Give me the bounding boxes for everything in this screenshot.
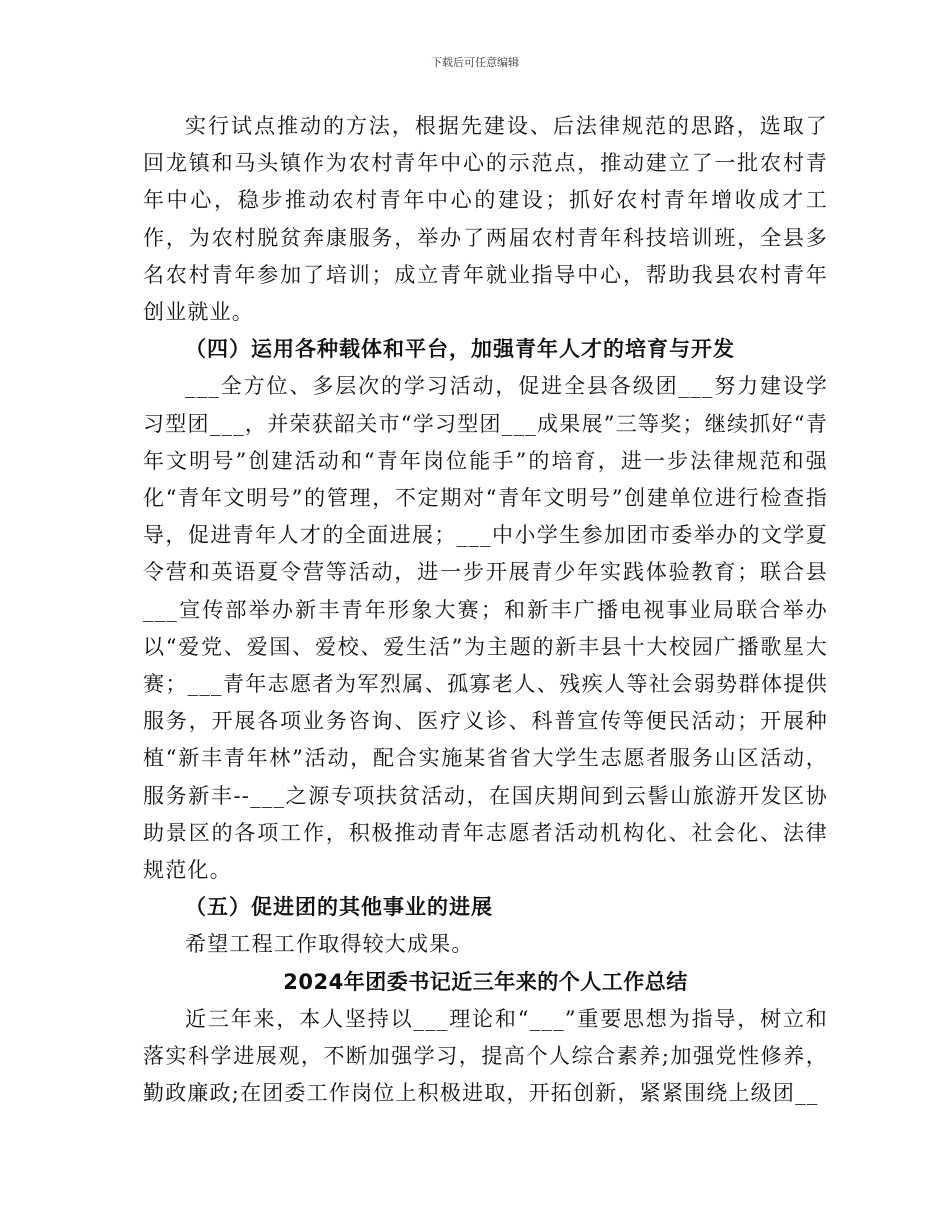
paragraph-hope-project: 希望工程工作取得较大成果。	[185, 932, 474, 957]
document-body	[143, 108, 828, 1112]
document-title: 2024年团委书记近三年来的个人工作总结	[283, 969, 688, 994]
section-heading-five: （五）促进团的其他事业的进展	[185, 895, 493, 920]
page-header: 下载后可任意编辑	[431, 56, 519, 69]
paragraph-summary-intro: 近三年来，本人坚持以___理论和“___”重要思想为指导，树立和落实科学进展观，不断加强学习，提高个人综合素养;加强党性修养，勤政廉政;在团委工作岗位上积极进取，开拓创新，紧紧围绕上级团__	[143, 1006, 828, 1106]
paragraph-talent-cultivation: ___全方位、多层次的学习活动，促进全县各级团___努力建设学习型团___，并荣获韶关市“学习型团___成果展”三等奖；继续抓好“青年文明号”创建活动和“青年岗位能手”的培育，进一步法律规范和强化“青年文明号”的管理，不定期对“青年文明号”创建单位进行检查指导，促进青年人才的全面进展；___中小学生参加团市委举办的文学夏令营和英语夏令营等活动，进一步开展青少年实践体验教育；联合县___宣传部举办新丰青年形象大赛；和新丰广播电视事业局联合举办以“爱党、爱国、爱校、爱生活”为主题的新丰县十大校园广播歌星大赛；___青年志愿者为军烈属、孤寡老人、残疾人等社会弱势群体提供服务，开展各项业务咨询、医疗义诊、科普宣传等便民活动；开展种植“新丰青年林”活动，配合实施某省省大学生志愿者服务山区活动，服务新丰--___之源专项扶贫活动，在国庆期间到云髻山旅游开发区协助景区的各项工作，积极推动青年志愿者活动机构化、社会化、法律规范化。	[143, 374, 828, 883]
section-heading-four: （四）运用各种载体和平台，加强青年人才的培育与开发	[185, 337, 735, 362]
paragraph-rural-youth-centers: 实行试点推动的方法，根据先建设、后法律规范的思路，选取了回龙镇和马头镇作为农村青年中心的示范点，推动建立了一批农村青年中心，稳步推动农村青年中心的建设；抓好农村青年增收成才工作，为农村脱贫奔康服务，举办了两届农村青年科技培训班，全县多名农村青年参加了培训；成立青年就业指导中心，帮助我县农村青年创业就业。	[143, 114, 828, 325]
